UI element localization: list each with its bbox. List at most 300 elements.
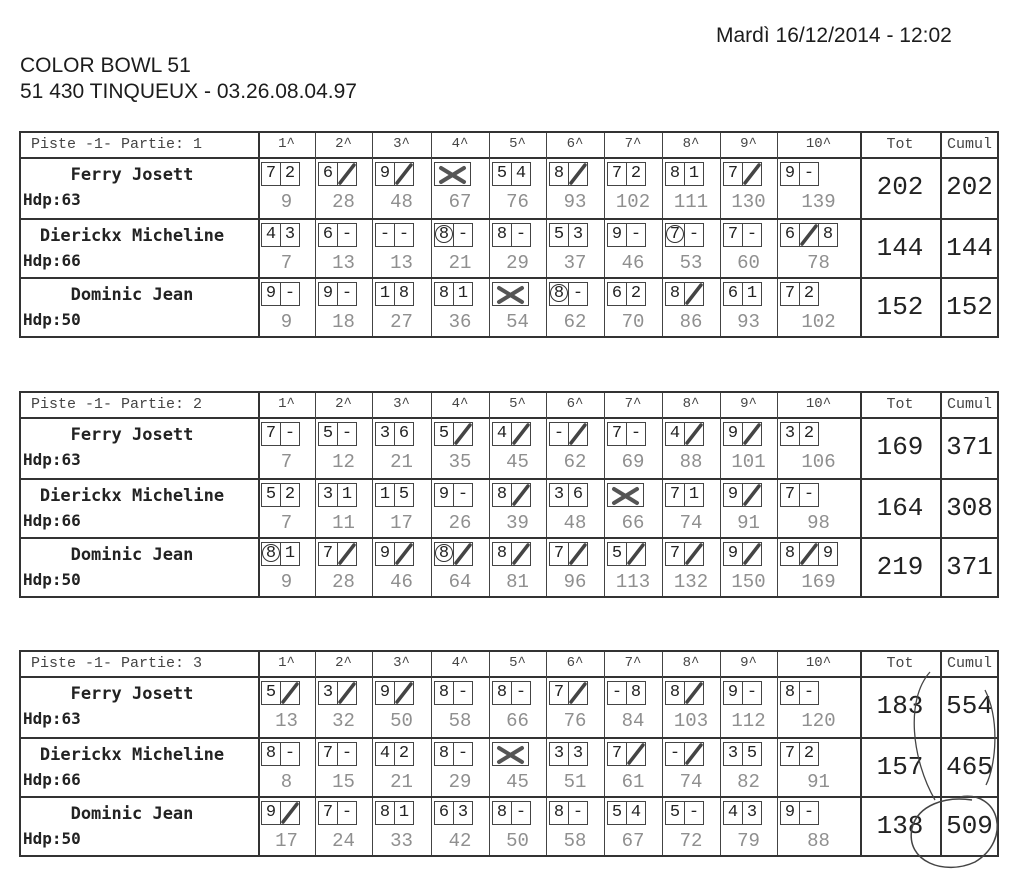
frame-cell bbox=[372, 159, 431, 217]
frame-cell bbox=[489, 798, 546, 856]
roll-boxes bbox=[723, 483, 761, 507]
cumul-header: Cumul bbox=[946, 655, 992, 672]
roll-boxes bbox=[318, 681, 356, 705]
roll-box: 9 bbox=[723, 422, 743, 446]
frame-running-score: 78 bbox=[807, 252, 830, 274]
roll-box: 8 bbox=[665, 681, 685, 705]
frame-cell bbox=[489, 539, 546, 597]
spare-mark-icon bbox=[569, 543, 587, 565]
frame-cell bbox=[431, 419, 489, 477]
frame-cell bbox=[662, 480, 720, 538]
frame-cell bbox=[431, 279, 489, 337]
spare-mark-icon bbox=[685, 682, 703, 704]
frame-running-score: 27 bbox=[390, 311, 413, 333]
frame-running-score: 91 bbox=[737, 512, 760, 534]
frame-cell bbox=[604, 279, 662, 337]
frame-running-score: 112 bbox=[731, 710, 766, 732]
frame-running-score: 113 bbox=[615, 571, 651, 593]
split-circle-icon bbox=[435, 544, 453, 562]
frame-header: 7^ bbox=[624, 655, 642, 671]
frame-cell bbox=[372, 279, 431, 337]
frame-header: 2^ bbox=[335, 396, 352, 412]
frame-running-score: 15 bbox=[332, 771, 355, 793]
frame-running-score: 51 bbox=[563, 771, 587, 793]
roll-boxes bbox=[607, 162, 645, 186]
cumulative-total: 371 bbox=[946, 552, 993, 582]
roll-boxes bbox=[780, 801, 818, 825]
spare-box bbox=[394, 681, 414, 705]
game-total: 183 bbox=[876, 691, 924, 721]
roll-box: - bbox=[337, 801, 357, 825]
roll-boxes bbox=[780, 282, 818, 306]
frame-running-score: 111 bbox=[673, 191, 709, 213]
frame-cell bbox=[604, 220, 662, 278]
frame-cell bbox=[546, 739, 604, 797]
roll-boxes bbox=[261, 282, 299, 306]
frame-running-score: 74 bbox=[679, 512, 703, 534]
frame-running-score: 35 bbox=[448, 451, 472, 473]
strike-box bbox=[434, 162, 471, 186]
frame-running-score: 13 bbox=[332, 252, 355, 274]
roll-box: 9 bbox=[375, 542, 395, 566]
roll-box: 9 bbox=[375, 162, 395, 186]
roll-box: 7 bbox=[780, 483, 800, 507]
frame-running-score: 70 bbox=[621, 311, 645, 333]
roll-boxes bbox=[549, 742, 587, 766]
spare-mark-icon bbox=[685, 743, 703, 765]
roll-box: 7 bbox=[665, 483, 685, 507]
roll-boxes bbox=[607, 282, 645, 306]
roll-boxes bbox=[549, 801, 587, 825]
game-header-row bbox=[21, 393, 997, 419]
roll-box: 9 bbox=[723, 681, 743, 705]
roll-box: 5 bbox=[318, 422, 338, 446]
frame-cell bbox=[604, 419, 662, 477]
spare-mark-icon bbox=[627, 743, 645, 765]
roll-boxes bbox=[434, 742, 472, 766]
roll-boxes bbox=[434, 162, 470, 186]
frame-header: 2^ bbox=[335, 136, 352, 152]
frame-header: 4^ bbox=[451, 136, 469, 152]
roll-box: 3 bbox=[568, 223, 588, 247]
roll-box: - bbox=[684, 801, 704, 825]
roll-boxes bbox=[665, 742, 703, 766]
game-title: Piste -1- Partie: 1 bbox=[31, 136, 203, 153]
frame-header: 8^ bbox=[682, 396, 700, 412]
roll-boxes bbox=[665, 483, 703, 507]
cumulative-total: 371 bbox=[946, 432, 993, 462]
split-circle-icon bbox=[262, 544, 280, 562]
frame-header: 6^ bbox=[566, 655, 584, 671]
roll-box: 1 bbox=[337, 483, 357, 507]
spare-box bbox=[684, 282, 704, 306]
game-header-row bbox=[21, 133, 997, 159]
roll-box: 2 bbox=[799, 282, 819, 306]
spare-box bbox=[684, 681, 704, 705]
roll-box: 8 bbox=[626, 681, 646, 705]
frame-running-score: 29 bbox=[448, 771, 472, 793]
split-circle-icon bbox=[435, 225, 453, 243]
roll-boxes bbox=[261, 422, 299, 446]
frame-running-score: 28 bbox=[332, 191, 355, 213]
frame-cell bbox=[258, 798, 315, 856]
frame-cell bbox=[372, 678, 431, 736]
spare-box bbox=[568, 681, 588, 705]
frame-header: 8^ bbox=[682, 655, 700, 671]
frame-cell bbox=[489, 159, 546, 217]
roll-box: 2 bbox=[280, 162, 300, 186]
roll-boxes bbox=[723, 742, 761, 766]
total-header: Tot bbox=[886, 655, 914, 672]
roll-boxes bbox=[434, 542, 472, 566]
frame-running-score: 46 bbox=[390, 571, 413, 593]
total-header: Tot bbox=[886, 136, 914, 153]
roll-box: - bbox=[799, 483, 819, 507]
roll-box: - bbox=[568, 282, 588, 306]
roll-box: - bbox=[337, 422, 357, 446]
frame-cell bbox=[258, 220, 315, 278]
frame-cell bbox=[777, 159, 860, 217]
frame-running-score: 67 bbox=[621, 830, 645, 852]
roll-box: 8 bbox=[780, 681, 800, 705]
roll-boxes bbox=[492, 282, 528, 306]
roll-box: 8 bbox=[492, 223, 512, 247]
roll-boxes bbox=[375, 422, 413, 446]
frame-running-score: 61 bbox=[621, 771, 645, 793]
game-title: Piste -1- Partie: 3 bbox=[31, 655, 203, 672]
frame-cell bbox=[431, 739, 489, 797]
frame-cell bbox=[546, 419, 604, 477]
frame-cell bbox=[720, 678, 777, 736]
frame-cell bbox=[258, 739, 315, 797]
frame-running-score: 12 bbox=[332, 451, 355, 473]
frame-cell bbox=[315, 539, 372, 597]
frame-cell bbox=[315, 220, 372, 278]
spare-box bbox=[280, 681, 300, 705]
roll-box: 1 bbox=[280, 542, 300, 566]
game-total: 219 bbox=[876, 552, 924, 582]
frame-cell bbox=[662, 419, 720, 477]
frame-running-score: 45 bbox=[506, 771, 529, 793]
roll-boxes bbox=[780, 742, 818, 766]
frame-cell bbox=[489, 678, 546, 736]
roll-box: 9 bbox=[723, 483, 743, 507]
roll-box: - bbox=[280, 282, 300, 306]
frame-cell bbox=[315, 419, 372, 477]
player-name: Dominic Jean bbox=[70, 804, 194, 824]
player-name: Ferry Josett bbox=[70, 684, 194, 704]
frame-running-score: 84 bbox=[621, 710, 645, 732]
spare-box bbox=[742, 422, 762, 446]
cumulative-total: 152 bbox=[946, 292, 993, 322]
roll-boxes bbox=[665, 223, 703, 247]
roll-boxes bbox=[492, 681, 530, 705]
frame-cell bbox=[489, 220, 546, 278]
roll-box: 8 bbox=[492, 542, 512, 566]
roll-box: 7 bbox=[723, 223, 743, 247]
roll-boxes bbox=[607, 742, 645, 766]
frame-running-score: 18 bbox=[332, 311, 355, 333]
frame-running-score: 62 bbox=[563, 451, 587, 473]
roll-box: - bbox=[626, 422, 646, 446]
roll-box: 7 bbox=[549, 542, 569, 566]
cumulative-total: 554 bbox=[946, 691, 993, 721]
frame-running-score: 53 bbox=[679, 252, 703, 274]
frame-cell bbox=[372, 739, 431, 797]
roll-box: 8 bbox=[492, 681, 512, 705]
roll-box bbox=[549, 282, 569, 306]
frame-cell bbox=[258, 279, 315, 337]
frame-running-score: 9 bbox=[280, 571, 293, 593]
frame-cell bbox=[546, 279, 604, 337]
frame-cell bbox=[777, 798, 860, 856]
roll-box: 3 bbox=[568, 742, 588, 766]
spare-box bbox=[568, 422, 588, 446]
frame-running-score: 39 bbox=[506, 512, 529, 534]
frame-running-score: 67 bbox=[448, 191, 472, 213]
roll-boxes bbox=[723, 801, 761, 825]
roll-box: 5 bbox=[261, 483, 281, 507]
spare-box bbox=[511, 422, 531, 446]
split-roll-value: 8 bbox=[265, 544, 277, 563]
roll-boxes bbox=[723, 422, 761, 446]
game-table bbox=[19, 131, 999, 338]
frame-cell bbox=[720, 279, 777, 337]
roll-boxes bbox=[375, 542, 413, 566]
spare-mark-icon bbox=[685, 543, 703, 565]
roll-boxes bbox=[318, 483, 356, 507]
spare-mark-icon bbox=[512, 543, 530, 565]
spare-mark-icon bbox=[338, 682, 356, 704]
roll-boxes bbox=[492, 483, 530, 507]
frame-running-score: 33 bbox=[390, 830, 413, 852]
spare-box bbox=[337, 681, 357, 705]
spare-mark-icon bbox=[569, 163, 587, 185]
roll-box: 4 bbox=[626, 801, 646, 825]
roll-box: 8 bbox=[665, 282, 685, 306]
roll-boxes bbox=[375, 162, 413, 186]
player-handicap: Hdp:50 bbox=[23, 310, 81, 329]
frame-running-score: 72 bbox=[679, 830, 703, 852]
frame-cell bbox=[720, 480, 777, 538]
frame-running-score: 48 bbox=[563, 512, 587, 534]
frame-running-score: 17 bbox=[275, 830, 298, 852]
roll-box bbox=[665, 223, 685, 247]
frame-cell bbox=[546, 539, 604, 597]
player-name: Ferry Josett bbox=[70, 425, 194, 445]
roll-box: 4 bbox=[511, 162, 531, 186]
frame-running-score: 66 bbox=[506, 710, 529, 732]
roll-box: - bbox=[511, 801, 531, 825]
frame-cell bbox=[720, 419, 777, 477]
spare-mark-icon bbox=[395, 682, 413, 704]
frame-running-score: 98 bbox=[807, 512, 830, 534]
roll-box: - bbox=[453, 681, 473, 705]
spare-mark-icon bbox=[743, 163, 761, 185]
roll-box: 3 bbox=[318, 483, 338, 507]
frame-running-score: 26 bbox=[448, 512, 472, 534]
roll-boxes bbox=[261, 681, 299, 705]
frame-header: 10^ bbox=[805, 655, 832, 671]
frame-header: 10^ bbox=[805, 396, 832, 412]
roll-box: 7 bbox=[607, 162, 627, 186]
cumulative-total: 465 bbox=[946, 752, 993, 782]
roll-box: 1 bbox=[375, 282, 395, 306]
roll-box: 4 bbox=[665, 422, 685, 446]
frame-cell bbox=[489, 419, 546, 477]
roll-boxes bbox=[665, 542, 703, 566]
roll-box: 6 bbox=[394, 422, 414, 446]
frame-cell bbox=[777, 220, 860, 278]
roll-box: 8 bbox=[375, 801, 395, 825]
roll-box: 7 bbox=[318, 542, 338, 566]
roll-box: 8 bbox=[818, 223, 838, 247]
frame-header: 4^ bbox=[451, 396, 469, 412]
frame-running-score: 88 bbox=[679, 451, 703, 473]
print-date: Mardì 16/12/2014 - 12:02 bbox=[716, 24, 952, 47]
spare-box bbox=[742, 483, 762, 507]
frame-header: 8^ bbox=[682, 136, 700, 152]
frame-running-score: 21 bbox=[390, 771, 413, 793]
split-roll-value: 8 bbox=[438, 544, 450, 563]
frame-running-score: 11 bbox=[332, 512, 355, 534]
game-table bbox=[19, 650, 999, 857]
frame-cell bbox=[431, 798, 489, 856]
frame-running-score: 139 bbox=[801, 191, 836, 213]
roll-box: - bbox=[337, 742, 357, 766]
roll-boxes bbox=[723, 223, 761, 247]
frame-cell bbox=[546, 678, 604, 736]
frame-running-score: 9 bbox=[280, 311, 293, 333]
roll-box: - bbox=[511, 681, 531, 705]
frame-running-score: 37 bbox=[563, 252, 587, 274]
frame-running-score: 58 bbox=[448, 710, 472, 732]
roll-box: 6 bbox=[780, 223, 800, 247]
roll-boxes bbox=[607, 681, 645, 705]
frame-running-score: 96 bbox=[563, 571, 587, 593]
frame-running-score: 130 bbox=[731, 191, 766, 213]
game-table bbox=[19, 391, 999, 598]
roll-boxes bbox=[434, 483, 472, 507]
roll-box: 2 bbox=[799, 742, 819, 766]
spare-mark-icon bbox=[569, 682, 587, 704]
frame-cell bbox=[604, 539, 662, 597]
roll-box: 7 bbox=[607, 742, 627, 766]
player-row bbox=[21, 478, 997, 538]
player-handicap: Hdp:66 bbox=[23, 770, 81, 789]
bowling-address: 51 430 TINQUEUX - 03.26.08.04.97 bbox=[20, 80, 357, 103]
roll-boxes bbox=[607, 483, 643, 507]
game-total: 157 bbox=[876, 752, 924, 782]
roll-boxes bbox=[780, 681, 818, 705]
frame-running-score: 54 bbox=[506, 311, 529, 333]
bowling-name: COLOR BOWL 51 bbox=[20, 54, 191, 77]
roll-box: 4 bbox=[723, 801, 743, 825]
roll-boxes bbox=[434, 223, 472, 247]
roll-boxes bbox=[780, 422, 818, 446]
frame-cell bbox=[489, 279, 546, 337]
roll-box: - bbox=[742, 681, 762, 705]
frame-cell bbox=[662, 279, 720, 337]
frame-cell bbox=[431, 678, 489, 736]
roll-box: 2 bbox=[626, 282, 646, 306]
spare-mark-icon bbox=[627, 543, 645, 565]
roll-boxes bbox=[607, 542, 645, 566]
roll-box: 3 bbox=[318, 681, 338, 705]
roll-box: 9 bbox=[318, 282, 338, 306]
frame-running-score: 13 bbox=[275, 710, 298, 732]
spare-box bbox=[684, 542, 704, 566]
roll-boxes bbox=[780, 542, 837, 566]
frame-cell bbox=[604, 678, 662, 736]
frame-running-score: 93 bbox=[737, 311, 760, 333]
player-row bbox=[21, 277, 997, 337]
roll-boxes bbox=[549, 422, 587, 446]
roll-box: 2 bbox=[626, 162, 646, 186]
frame-cell bbox=[258, 678, 315, 736]
frame-header: 3^ bbox=[393, 396, 410, 412]
frame-running-score: 93 bbox=[563, 191, 587, 213]
spare-mark-icon bbox=[454, 423, 472, 445]
roll-boxes bbox=[492, 162, 530, 186]
frame-running-score: 88 bbox=[807, 830, 830, 852]
strike-box bbox=[607, 483, 644, 507]
player-name: Dierickx Micheline bbox=[39, 226, 225, 246]
spare-box bbox=[799, 542, 819, 566]
spare-box bbox=[394, 542, 414, 566]
game-total: 152 bbox=[876, 292, 924, 322]
roll-boxes bbox=[261, 801, 299, 825]
spare-box bbox=[742, 542, 762, 566]
spare-box bbox=[511, 483, 531, 507]
cumulative-total: 202 bbox=[946, 172, 993, 202]
roll-boxes bbox=[492, 422, 530, 446]
frame-running-score: 24 bbox=[332, 830, 355, 852]
player-handicap: Hdp:50 bbox=[23, 570, 81, 589]
roll-boxes bbox=[375, 801, 413, 825]
frame-cell bbox=[546, 798, 604, 856]
roll-box: 4 bbox=[492, 422, 512, 446]
frame-running-score: 48 bbox=[390, 191, 413, 213]
spare-mark-icon bbox=[512, 423, 530, 445]
roll-box: 4 bbox=[261, 223, 281, 247]
strike-mark-icon bbox=[493, 283, 528, 307]
frame-cell bbox=[662, 220, 720, 278]
spare-box bbox=[337, 162, 357, 186]
frame-header: 7^ bbox=[624, 136, 642, 152]
roll-boxes bbox=[318, 422, 356, 446]
roll-box: - bbox=[684, 223, 704, 247]
roll-box: 7 bbox=[607, 422, 627, 446]
spare-mark-icon bbox=[800, 224, 818, 246]
frame-cell bbox=[315, 678, 372, 736]
frame-cell bbox=[777, 539, 860, 597]
roll-box: - bbox=[453, 742, 473, 766]
spare-mark-icon bbox=[743, 543, 761, 565]
roll-boxes bbox=[318, 542, 356, 566]
frame-running-score: 8 bbox=[280, 771, 293, 793]
frame-cell bbox=[662, 798, 720, 856]
spare-box bbox=[568, 542, 588, 566]
frame-cell bbox=[258, 539, 315, 597]
frame-running-score: 102 bbox=[615, 191, 651, 213]
roll-box: 7 bbox=[318, 801, 338, 825]
frame-running-score: 106 bbox=[801, 451, 836, 473]
roll-box: 6 bbox=[607, 282, 627, 306]
game-header-row bbox=[21, 652, 997, 678]
roll-boxes bbox=[261, 483, 299, 507]
roll-box: 9 bbox=[607, 223, 627, 247]
